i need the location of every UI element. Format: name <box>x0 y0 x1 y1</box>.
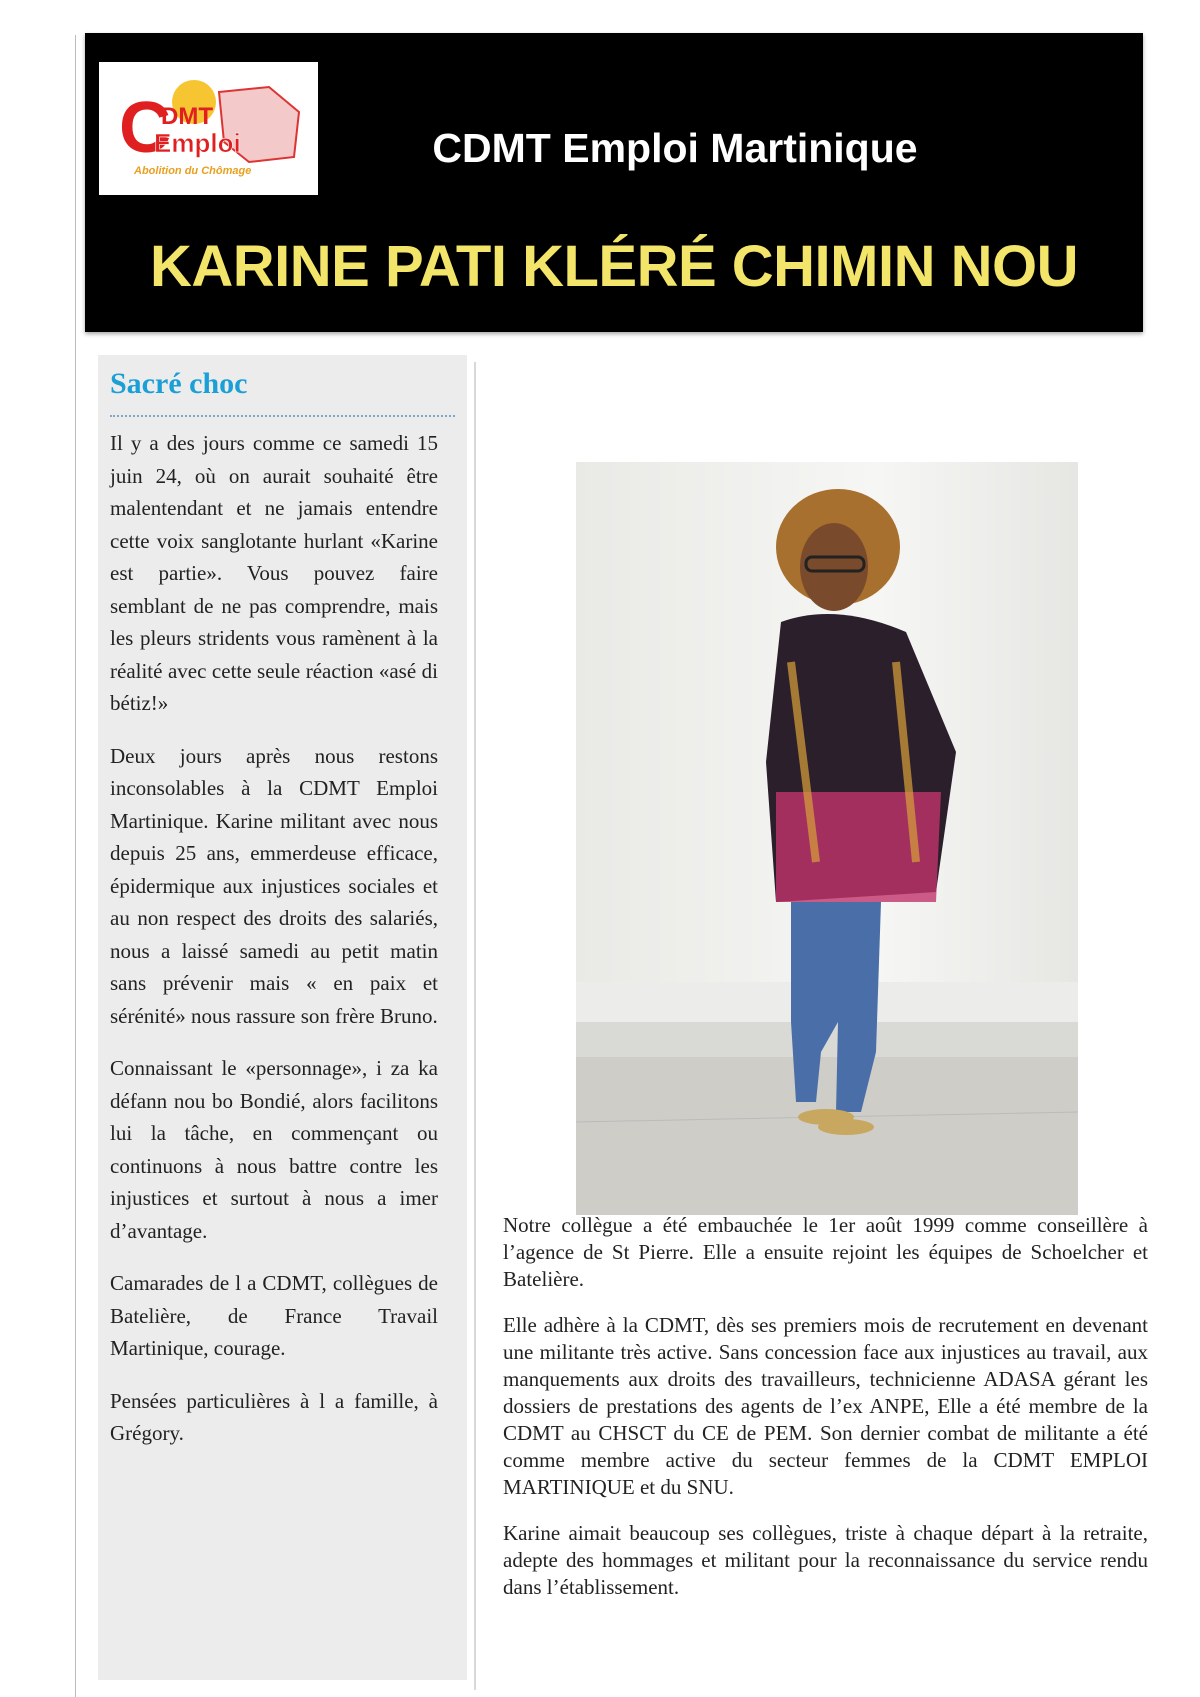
dotted-divider <box>110 415 455 417</box>
sidebar-paragraph: Deux jours après nous restons inconsolables à la CDMT Emploi Martinique. Karine militant avec nous depuis 25 ans, emmerdeuse efficace, épidermique aux injustices sociales et au non respect des droits des salariés, nous a laissé samedi au petit matin sans prévenir mais « en paix et sérénité» nous rassure son frère Bruno. <box>110 743 438 1028</box>
main-article-text <box>503 1212 1148 1620</box>
organization-title: CDMT Emploi Martinique <box>432 125 918 171</box>
cdmt-logo <box>99 62 318 195</box>
sidebar-paragraph: Connaissant le «personnage», i za ka défann nou bo Bondié, alors facilitons lui la tâche, en commençant ou continuons à nous battre contre les injustices et surtout à nous a imer d’avantage. <box>110 1056 438 1243</box>
sidebar-column <box>98 355 467 1680</box>
svg-text:C: C <box>119 88 171 168</box>
page-margin-rule <box>75 35 76 1697</box>
sidebar-paragraph: Il y a des jours comme ce samedi 15 juin 24, où on aurait souhaité être malentendant et ne jamais entendre cette voix sanglotante hurlant «Karine est partie». Vous pouvez faire semblant de ne pas comprendre, mais les pleurs stridents vous ramènent à la réalité avec cette seule réaction «asé di bétiz!» <box>110 431 438 715</box>
column-divider <box>474 362 476 1690</box>
article-paragraph: Notre collègue a été embauchée le 1er août 1999 comme conseillère à l’agence de St Pierre. Elle a ensuite rejoint les équipes de Schoelcher et Batelière. <box>503 1213 1148 1291</box>
svg-text:Abolition du Chômage: Abolition du Chômage <box>134 165 252 177</box>
svg-text:DMT: DMT <box>161 103 213 130</box>
sidebar-text <box>110 427 438 1470</box>
headline: KARINE PATI KLÉRÉ CHIMIN NOU <box>150 234 1078 299</box>
sidebar-title: Sacré choc <box>110 367 248 400</box>
article-paragraph: Karine aimait beaucoup ses collègues, triste à chaque départ à la retraite, adepte des hommages et militant pour la reconnaissance du service rendu dans l’établissement. <box>503 1521 1148 1599</box>
svg-text:Emploi: Emploi <box>154 128 241 158</box>
header-banner <box>85 33 1143 332</box>
sidebar-paragraph: Pensées particulières à l a famille, à Grégory. <box>110 1388 438 1445</box>
article-paragraph: Elle adhère à la CDMT, dès ses premiers mois de recrutement en devenant une militante très active. Sans concession face aux injustices au travail, aux manquements aux droits des travailleurs, technicienne ADASA gérant les dossiers de prestations des agents de l’ex ANPE, Elle a été membre de la CDMT au CHSCT du CE de PEM. Son dernier combat de militante a été comme membre active du secteur femmes de la CDMT EMPLOI MARTINIQUE et du SNU. <box>503 1313 1148 1499</box>
sidebar-paragraph: Camarades de l a CDMT, collègues de Batelière, de France Travail Martinique, courage. <box>110 1271 438 1360</box>
portrait-photo <box>576 462 1078 1215</box>
